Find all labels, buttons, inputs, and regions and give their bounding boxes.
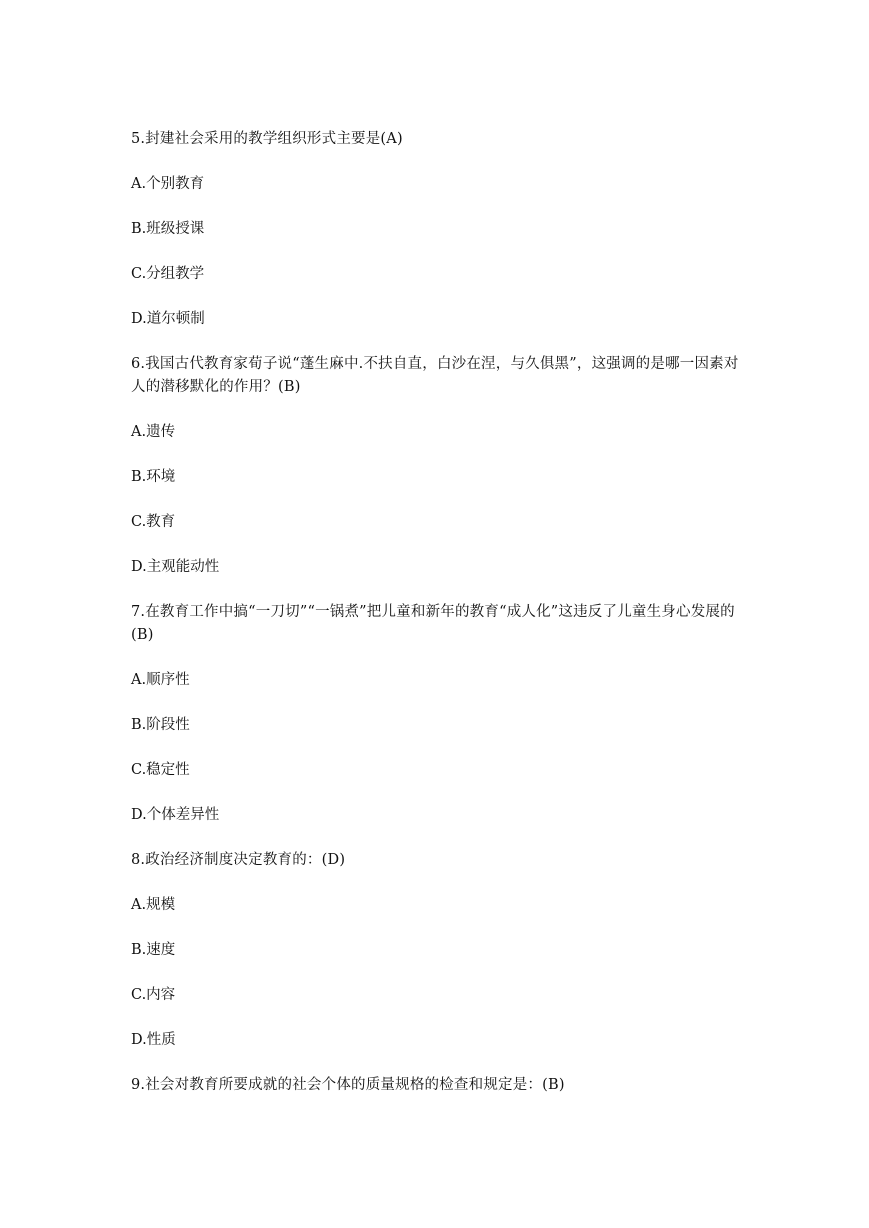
- question-option: C.内容: [131, 987, 176, 1003]
- question-stem: 8.政治经济制度决定教育的：(D): [131, 852, 346, 868]
- question-option: D.主观能动性: [131, 559, 220, 575]
- question-option: B.班级授课: [131, 221, 205, 237]
- question-option: B.阶段性: [131, 717, 190, 733]
- question-stem: 5.封建社会采用的教学组织形式主要是(A): [131, 131, 403, 147]
- question-option: C.稳定性: [131, 762, 190, 778]
- question-option: D.道尔顿制: [131, 311, 205, 327]
- question-option: A.顺序性: [131, 672, 190, 688]
- question-option: A.规模: [131, 897, 176, 913]
- question-option: D.性质: [131, 1032, 176, 1048]
- question-option: B.速度: [131, 942, 176, 958]
- question-stem: 6.我国古代教育家荀子说“蓬生麻中.不扶自直，白沙在涅，与久俱黑”，这强调的是哪一因素对人的潜移默化的作用？(B): [131, 356, 739, 395]
- question-option: C.分组教学: [131, 266, 205, 282]
- question-option: D.个体差异性: [131, 807, 220, 823]
- question-option: A.遗传: [131, 424, 176, 440]
- question-stem: 7.在教育工作中搞“一刀切”“一锅煮”把儿童和新年的教育“成人化”这违反了儿童生身心发展的(B): [131, 604, 735, 643]
- question-option: C.教育: [131, 514, 176, 530]
- question-option: A.个别教育: [131, 176, 205, 192]
- question-stem: 9.社会对教育所要成就的社会个体的质量规格的检查和规定是：(B): [131, 1077, 565, 1093]
- question-option: B.环境: [131, 469, 176, 485]
- question-list: [131, 128, 751, 1097]
